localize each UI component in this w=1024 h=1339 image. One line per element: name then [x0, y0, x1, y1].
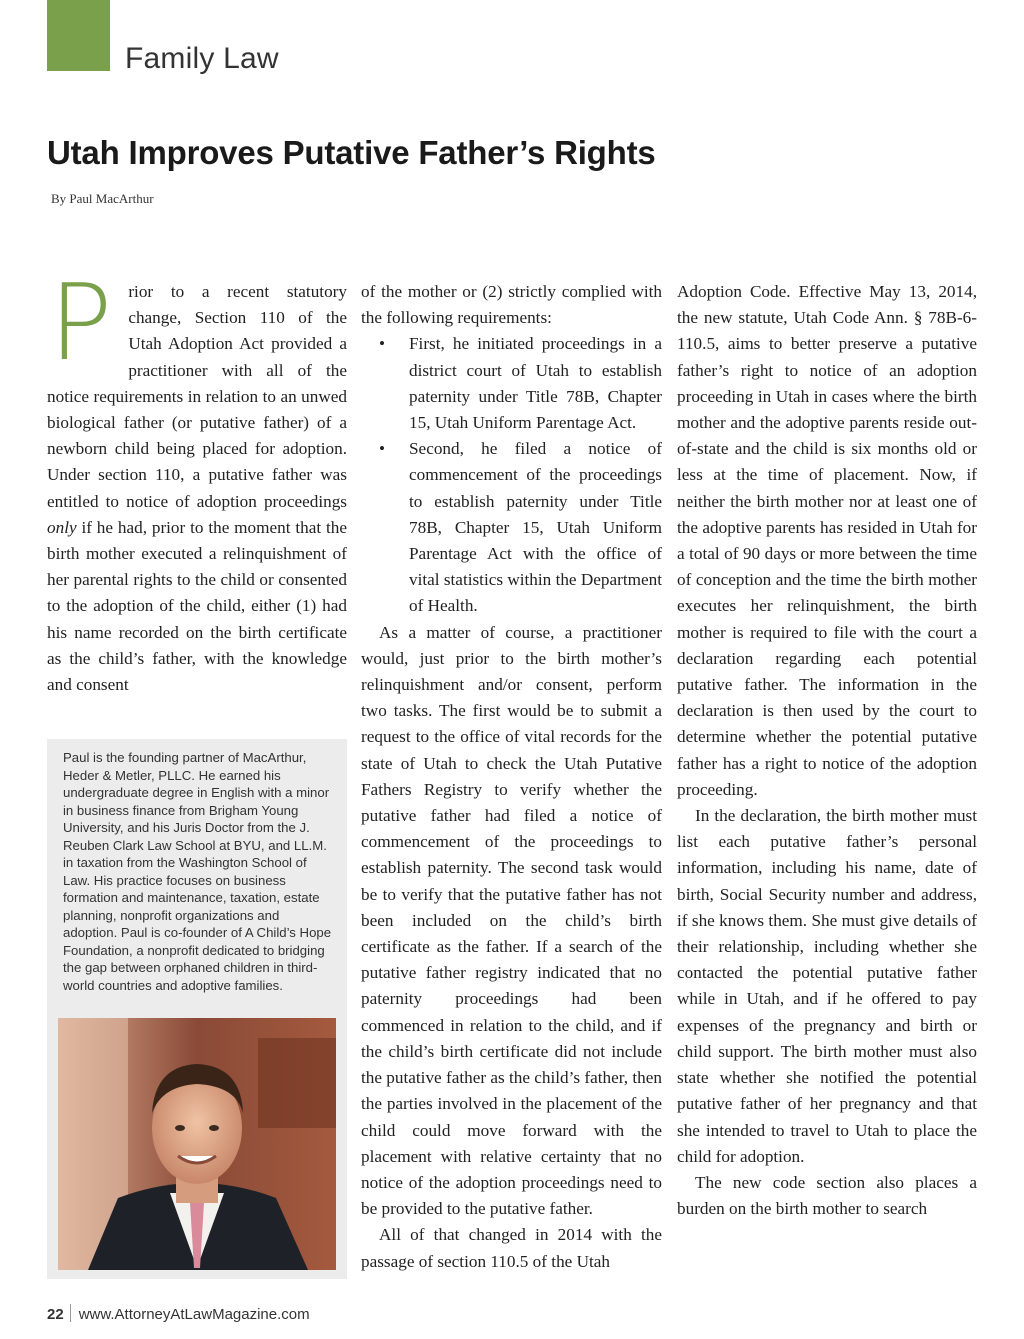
column-3-paragraph-3: The new code section also places a burden on the birth mother to search: [677, 1172, 977, 1219]
article-column-3: [677, 279, 977, 1222]
intro-text-a: rior to a recent statutory change, Section 110 of the Utah Adoption Act provided a practitioner with all of the notice requirements in relation to an unwed biological father (or putative father) of a newborn child being placed for adoption. Under section 110, a putative father was entitled to notice of adoption proceedings: [47, 282, 347, 511]
section-color-block: [47, 0, 110, 71]
page-footer: [47, 1304, 310, 1323]
intro-paragraph: [47, 262, 347, 698]
section-label: Family Law: [125, 42, 279, 75]
page-number: 22: [47, 1306, 64, 1323]
bullet-icon: •: [379, 439, 386, 459]
requirements-list: [361, 331, 662, 619]
column-3-paragraph-1: Adoption Code. Effective May 13, 2014, the new statute, Utah Code Ann. § 78B-6-110.5, aims to better preserve a putative father’s right to notice of an adoption proceeding in Utah in cases where the birth mother and the adoptive parents reside out-of-state and the child is six months old or less at the time of placement. Now, if neither the birth mother nor at least one of the adoptive parents has resided in Utah for a total of 90 days or more between the time of conception and the time the birth mother executes her relinquishment, the birth mother is required to file with the court a declaration regarding each potential putative father. The information in the declaration is then used by the court to determine whether the potential putative father has a right to notice of the adoption proceeding.: [677, 282, 977, 799]
list-item-text: First, he initiated proceedings in a district court of Utah to establish paternity under Title 78B, Chapter 15, Utah Uniform Parentage Act.: [409, 334, 662, 433]
author-bio-box: [47, 739, 347, 1279]
author-photo: [58, 1018, 336, 1270]
bullet-icon: •: [379, 334, 386, 354]
intro-emphasis: only: [47, 517, 77, 537]
drop-cap: P: [49, 262, 113, 384]
column-2-paragraph-3: All of that changed in 2014 with the passage of section 110.5 of the Utah: [361, 1225, 662, 1271]
column-2-paragraph-1: of the mother or (2) strictly complied with the following requirements:: [361, 282, 662, 328]
byline: By Paul MacArthur: [51, 191, 154, 206]
list-item: [379, 436, 662, 619]
column-3-paragraph-2: In the declaration, the birth mother must list each putative father’s personal information, including his name, date of birth, Social Security number and address, if she knows them. She must give details of their relationship, including whether she contacted the potential putative father while in Utah, and if he offered to pay expenses of the pregnancy and birth or child support. The birth mother must also state whether she notified the potential putative father of her pregnancy and that she intended to travel to Utah to place the child for adoption.: [677, 806, 977, 1166]
author-bio-text: Paul is the founding partner of MacArthur, Heder & Metler, PLLC. He earned his undergraduate degree in English with a minor in business finance from Brigham Young University, and his Juris Doctor from the J. Reuben Clark Law School at BYU, and LL.M. in taxation from the Washington School of Law. His practice focuses on business formation and maintenance, taxation, estate planning, nonprofit organizations and adoption. Paul is co-founder of A Child’s Hope Foundation, a nonprofit dedicated to bridging the gap between orphaned children in third-world countries and adoptive families.: [63, 750, 332, 993]
footer-divider: [70, 1304, 71, 1322]
list-item-text: Second, he filed a notice of commencement of the proceedings to establish paternity under Title 78B, Chapter 15, Utah Uniform Parentage Act with the office of vital statistics within the Department of Health.: [409, 439, 662, 616]
column-2-paragraph-2: As a matter of course, a practitioner would, just prior to the birth mother’s relinquishment and/or consent, perform two tasks. The first would be to submit a request to the office of vital records for the state of Utah to check the Utah Putative Fathers Registry to verify whether the putative father had filed a notice of commencement of the proceedings to establish paternity. The second task would be to verify that the putative father has not been included on the child’s birth certificate as the father. If a search of the putative father registry indicated that no paternity proceedings had been commenced in relation to the child, and if the child’s birth certificate did not include the putative father as the child’s father, then the parties involved in the placement of the child could move forward with the placement with relative certainty that no notice of the adoption proceedings need to be provided to the putative father.: [361, 622, 662, 1219]
article-column-1: [47, 262, 347, 698]
article-column-2: [361, 279, 662, 1275]
footer-url[interactable]: www.AttorneyAtLawMagazine.com: [78, 1306, 310, 1323]
article-title: Utah Improves Putative Father’s Rights: [47, 134, 656, 171]
list-item: [379, 331, 662, 436]
intro-text-b: if he had, prior to the moment that the birth mother executed a relinquishment of her parental rights to the child or consented to the adoption of the child, either (1) had his name recorded on the birth certificate as the child’s father, with the knowledge and consent: [47, 517, 347, 695]
